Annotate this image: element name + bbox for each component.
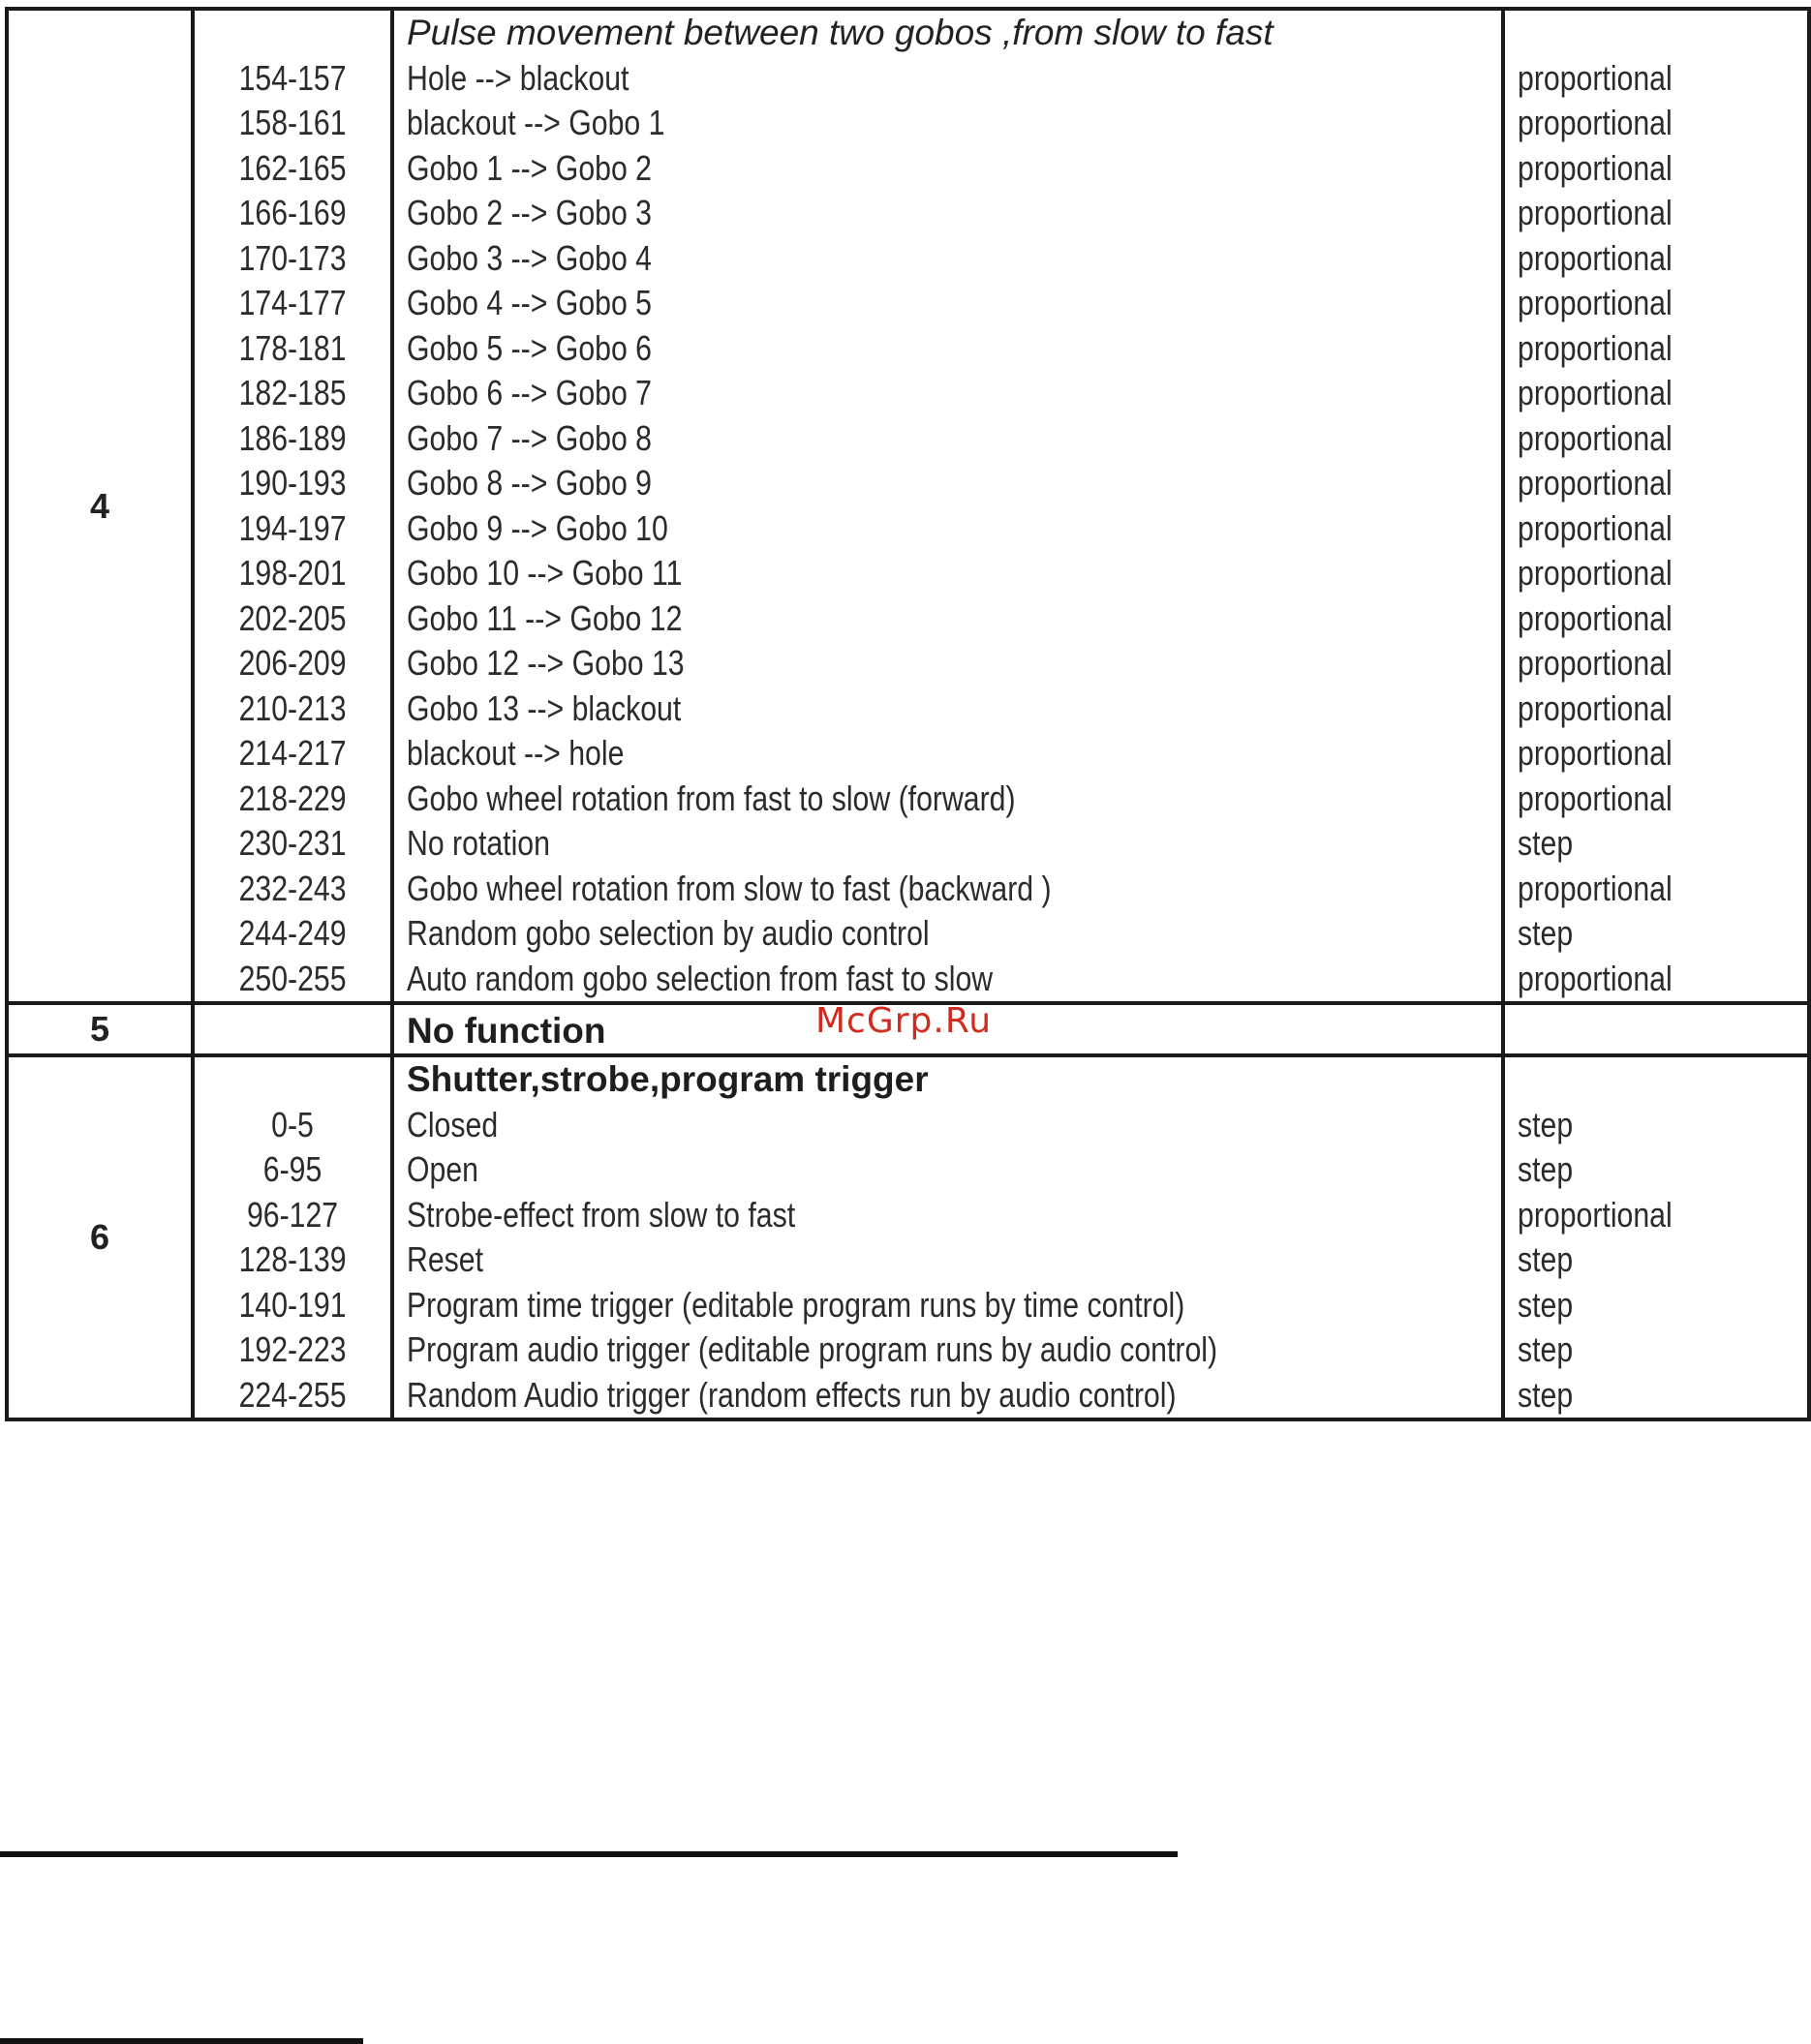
- function-line: [394, 957, 1501, 1002]
- dmx-value: 214-217: [238, 733, 347, 773]
- function-line: [394, 371, 1501, 416]
- mode-value: proportional: [1518, 57, 1673, 98]
- dmx-value-line: [195, 146, 390, 192]
- dmx-value-line: [195, 957, 390, 1002]
- function-description: blackout --> Gobo 1: [407, 103, 665, 142]
- function-line: [394, 1237, 1501, 1283]
- function-description: Auto random gobo selection from fast to slow: [407, 958, 994, 998]
- blank-cell: [1505, 11, 1807, 56]
- function-line: [394, 1147, 1501, 1193]
- mode-line: [1505, 686, 1807, 732]
- mode-line: [1505, 1237, 1807, 1283]
- mode-line: [1505, 191, 1807, 236]
- function-description: Closed: [407, 1104, 499, 1144]
- function-description: Gobo 6 --> Gobo 7: [407, 373, 652, 412]
- function-description: Program audio trigger (editable program runs by audio control): [407, 1329, 1218, 1369]
- function-description: Reset: [407, 1239, 483, 1279]
- dmx-value-line: [195, 326, 390, 372]
- channel-number: 5: [7, 1003, 193, 1055]
- dmx-value: 230-231: [238, 823, 347, 863]
- mode-value: step: [1518, 1329, 1574, 1369]
- function-line: [394, 551, 1501, 596]
- mode-line: [1505, 506, 1807, 552]
- mode-line: [1505, 1147, 1807, 1193]
- mode-value: step: [1518, 1284, 1574, 1325]
- function-line: [394, 101, 1501, 146]
- dmx-value-line: [195, 461, 390, 506]
- dmx-value-line: [195, 236, 390, 282]
- dmx-value-line: [195, 1103, 390, 1148]
- function-description: Gobo 9 --> Gobo 10: [407, 507, 668, 548]
- mode-value: step: [1518, 1239, 1574, 1279]
- mode-line: [1505, 416, 1807, 462]
- mode-value: proportional: [1518, 1194, 1673, 1235]
- mode-line: [1505, 1193, 1807, 1238]
- blank-cell: [195, 1005, 390, 1053]
- mode-line: [1505, 1373, 1807, 1419]
- function-description: Gobo 1 --> Gobo 2: [407, 147, 652, 188]
- function-description: Gobo 3 --> Gobo 4: [407, 237, 652, 278]
- dmx-value-line: [195, 371, 390, 416]
- dmx-value-line: [195, 596, 390, 642]
- dmx-value-line: [195, 777, 390, 822]
- mode-line: [1505, 1283, 1807, 1328]
- dmx-value-line: [195, 1327, 390, 1373]
- function-line: [394, 191, 1501, 236]
- channel-section: [7, 1055, 1809, 1419]
- function-line: [394, 641, 1501, 686]
- mode-line: [1505, 957, 1807, 1002]
- function-line: [394, 867, 1501, 912]
- dmx-value-line: [195, 281, 390, 326]
- mode-line: [1505, 867, 1807, 912]
- mode-value: proportional: [1518, 373, 1673, 412]
- function-description: Random gobo selection by audio control: [407, 913, 930, 953]
- blank-cell: [1505, 1005, 1807, 1053]
- function-description: Gobo 10 --> Gobo 11: [407, 553, 683, 593]
- mode-line: [1505, 371, 1807, 416]
- dmx-value-column: [193, 1055, 392, 1419]
- dmx-value-line: [195, 1147, 390, 1193]
- dmx-value: 158-161: [238, 103, 347, 142]
- dmx-value-line: [195, 641, 390, 686]
- dmx-value: 128-139: [238, 1239, 347, 1279]
- mode-line: [1505, 731, 1807, 777]
- function-line: [394, 731, 1501, 777]
- function-description: blackout --> hole: [407, 733, 625, 773]
- dmx-value-line: [195, 1193, 390, 1238]
- mode-line: [1505, 777, 1807, 822]
- dmx-value: 194-197: [238, 507, 347, 548]
- function-line: [394, 1327, 1501, 1373]
- dmx-value-column: [193, 1003, 392, 1055]
- dmx-value-line: [195, 101, 390, 146]
- channel-heading: Pulse movement between two gobos ,from slow to fast: [407, 13, 1274, 52]
- channel-heading: No function: [407, 1011, 606, 1051]
- function-line: [394, 416, 1501, 462]
- dmx-value: 250-255: [238, 958, 347, 998]
- function-description: Hole --> blackout: [407, 57, 629, 98]
- mode-value: proportional: [1518, 193, 1673, 232]
- mode-line: [1505, 641, 1807, 686]
- mode-value: proportional: [1518, 237, 1673, 278]
- dmx-value: 210-213: [238, 687, 347, 728]
- dmx-value-line: [195, 911, 390, 957]
- function-description: Gobo 5 --> Gobo 6: [407, 327, 652, 368]
- dmx-value: 166-169: [238, 193, 347, 232]
- mode-line: [1505, 281, 1807, 326]
- function-line: [394, 1283, 1501, 1328]
- mode-line: [1505, 821, 1807, 867]
- channel-number: 4: [7, 9, 193, 1003]
- function-description: Gobo wheel rotation from fast to slow (forward): [407, 778, 1016, 818]
- function-description: Gobo 4 --> Gobo 5: [407, 283, 652, 322]
- dmx-value: 96-127: [246, 1194, 339, 1235]
- function-description: Gobo 7 --> Gobo 8: [407, 417, 652, 458]
- function-description: Gobo 12 --> Gobo 13: [407, 643, 685, 683]
- channel-section: [7, 9, 1809, 1003]
- mode-value: proportional: [1518, 958, 1673, 998]
- channel-heading-line: [394, 1057, 1501, 1103]
- mode-value: proportional: [1518, 463, 1673, 503]
- mode-line: [1505, 1103, 1807, 1148]
- function-description: Program time trigger (editable program runs by time control): [407, 1284, 1185, 1325]
- function-description: Gobo 8 --> Gobo 9: [407, 463, 652, 503]
- blank-cell: [195, 1057, 390, 1103]
- function-description: Random Audio trigger (random effects run by audio control): [407, 1374, 1177, 1415]
- dmx-value-line: [195, 551, 390, 596]
- dmx-channel-table: [5, 7, 1811, 1421]
- dmx-value: 206-209: [238, 643, 347, 683]
- mode-column: [1503, 9, 1809, 1003]
- function-description: Gobo wheel rotation from slow to fast (backward ): [407, 868, 1052, 908]
- dmx-value-line: [195, 731, 390, 777]
- mode-column: [1503, 1003, 1809, 1055]
- dmx-value-line: [195, 686, 390, 732]
- dmx-value: 198-201: [238, 553, 347, 593]
- dmx-value: 224-255: [238, 1374, 347, 1415]
- dmx-value: 202-205: [238, 597, 347, 638]
- mode-line: [1505, 1327, 1807, 1373]
- footer-rule-long: [0, 1851, 1178, 1857]
- mode-value: proportional: [1518, 507, 1673, 548]
- dmx-value-line: [195, 1373, 390, 1419]
- mode-value: proportional: [1518, 597, 1673, 638]
- watermark-text: McGrp.Ru: [815, 1001, 993, 1041]
- function-line: [394, 326, 1501, 372]
- dmx-value-line: [195, 1283, 390, 1328]
- mode-value: proportional: [1518, 643, 1673, 683]
- mode-line: [1505, 101, 1807, 146]
- mode-value: step: [1518, 913, 1574, 953]
- channel-number: 6: [7, 1055, 193, 1419]
- mode-line: [1505, 596, 1807, 642]
- function-line: [394, 1193, 1501, 1238]
- dmx-value: 190-193: [238, 463, 347, 503]
- mode-value: step: [1518, 823, 1574, 863]
- dmx-value-line: [195, 821, 390, 867]
- dmx-value: 162-165: [238, 147, 347, 188]
- dmx-value-line: [195, 191, 390, 236]
- dmx-value: 6-95: [262, 1149, 322, 1189]
- dmx-value: 170-173: [238, 237, 347, 278]
- mode-line: [1505, 326, 1807, 372]
- function-line: [394, 596, 1501, 642]
- mode-value: step: [1518, 1374, 1574, 1415]
- dmx-value: 232-243: [238, 868, 347, 908]
- mode-value: proportional: [1518, 327, 1673, 368]
- mode-value: proportional: [1518, 147, 1673, 188]
- dmx-value: 192-223: [238, 1329, 347, 1369]
- function-line: [394, 56, 1501, 102]
- mode-value: proportional: [1518, 733, 1673, 773]
- mode-value: proportional: [1518, 553, 1673, 593]
- mode-value: proportional: [1518, 868, 1673, 908]
- mode-value: proportional: [1518, 283, 1673, 322]
- dmx-value: 186-189: [238, 417, 347, 458]
- function-line: [394, 686, 1501, 732]
- function-line: [394, 236, 1501, 282]
- blank-cell: [195, 11, 390, 56]
- mode-line: [1505, 551, 1807, 596]
- function-column: [392, 1055, 1503, 1419]
- mode-value: proportional: [1518, 417, 1673, 458]
- function-column: [392, 9, 1503, 1003]
- channel-heading: Shutter,strobe,program trigger: [407, 1059, 929, 1099]
- dmx-value: 244-249: [238, 913, 347, 953]
- function-description: Strobe-effect from slow to fast: [407, 1194, 796, 1235]
- mode-value: proportional: [1518, 103, 1673, 142]
- dmx-value: 140-191: [238, 1284, 347, 1325]
- dmx-value: 174-177: [238, 283, 347, 322]
- mode-value: step: [1518, 1149, 1574, 1189]
- function-description: Gobo 2 --> Gobo 3: [407, 193, 652, 232]
- footer-rule-short: [0, 2038, 363, 2044]
- dmx-value-line: [195, 416, 390, 462]
- function-description: Gobo 11 --> Gobo 12: [407, 597, 683, 638]
- function-line: [394, 777, 1501, 822]
- dmx-value: 178-181: [238, 327, 347, 368]
- function-line: [394, 821, 1501, 867]
- dmx-value: 154-157: [238, 57, 347, 98]
- mode-value: proportional: [1518, 687, 1673, 728]
- mode-line: [1505, 236, 1807, 282]
- dmx-value-line: [195, 56, 390, 102]
- dmx-value-column: [193, 9, 392, 1003]
- function-line: [394, 146, 1501, 192]
- function-line: [394, 911, 1501, 957]
- function-line: [394, 281, 1501, 326]
- blank-cell: [1505, 1057, 1807, 1103]
- function-line: [394, 1103, 1501, 1148]
- dmx-table-body: [7, 9, 1809, 1419]
- dmx-value: 0-5: [271, 1104, 314, 1144]
- dmx-value: 218-229: [238, 778, 347, 818]
- mode-line: [1505, 146, 1807, 192]
- mode-line: [1505, 461, 1807, 506]
- dmx-value-line: [195, 1237, 390, 1283]
- function-line: [394, 461, 1501, 506]
- mode-value: step: [1518, 1104, 1574, 1144]
- mode-line: [1505, 56, 1807, 102]
- dmx-value: 182-185: [238, 373, 347, 412]
- mode-column: [1503, 1055, 1809, 1419]
- dmx-value-line: [195, 506, 390, 552]
- function-description: Gobo 13 --> blackout: [407, 687, 682, 728]
- function-line: [394, 1373, 1501, 1419]
- function-description: No rotation: [407, 823, 550, 863]
- function-description: Open: [407, 1149, 478, 1189]
- dmx-value-line: [195, 867, 390, 912]
- function-line: [394, 506, 1501, 552]
- mode-line: [1505, 911, 1807, 957]
- channel-heading-line: [394, 11, 1501, 56]
- mode-value: proportional: [1518, 778, 1673, 818]
